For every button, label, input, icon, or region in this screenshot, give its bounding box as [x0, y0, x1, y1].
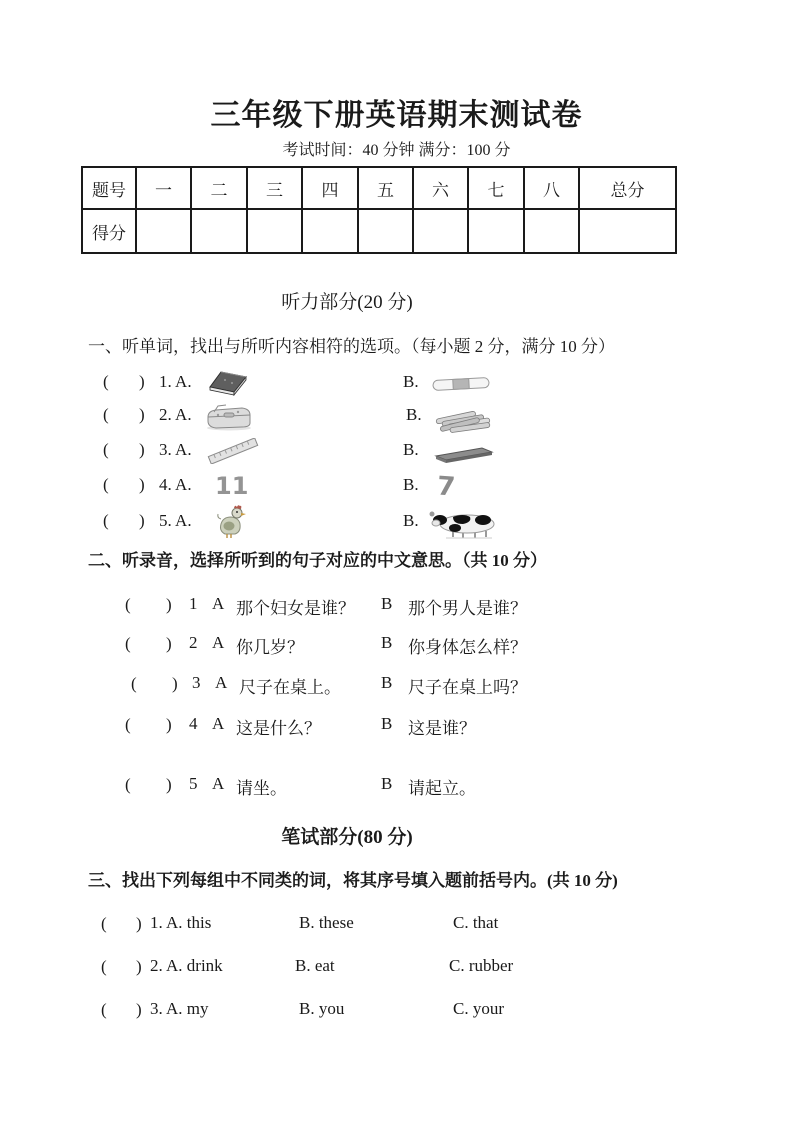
answer-paren-close: ) — [166, 634, 172, 653]
score-empty-cell — [413, 209, 468, 253]
score-empty-cell — [302, 209, 358, 253]
option-b-text: 请起立。 — [408, 779, 476, 798]
answer-paren-open: ( — [101, 1000, 107, 1019]
answer-paren-open: ( — [103, 511, 109, 530]
option-b-label: B — [381, 594, 393, 613]
answer-paren-close: ) — [139, 405, 145, 424]
option-b-label: B — [381, 633, 393, 652]
listening2-q5-row — [0, 772, 793, 806]
option-a-label: A — [212, 594, 225, 613]
answer-paren-close: ) — [139, 475, 145, 494]
option-a-text: 那个妇女是谁？ — [236, 599, 355, 618]
listening2-q1-row — [0, 592, 793, 626]
score-empty-cell — [358, 209, 413, 253]
question-number: 5 — [189, 774, 198, 793]
question-number: 4 — [189, 714, 198, 733]
written-q1-row — [0, 911, 793, 945]
score-empty-cell — [468, 209, 524, 253]
option-a-text: 请坐。 — [236, 779, 287, 798]
answer-paren-open: ( — [125, 634, 131, 653]
answer-paren-open: ( — [125, 595, 131, 614]
option-b-text: 这是谁？ — [408, 719, 476, 738]
score-empty-cell — [524, 209, 579, 253]
option-c-text: C. that — [453, 913, 499, 932]
written-q2-row — [0, 954, 793, 988]
option-a-text: 这是什么？ — [236, 719, 321, 738]
section1-heading: 一、听单词，找出与所听内容相符的选项。（每小题 2 分，满分 10 分） — [88, 337, 615, 356]
score-header-cell: 六 — [413, 167, 468, 209]
cow-icon — [424, 507, 502, 539]
option-b-label: B — [381, 714, 393, 733]
answer-paren-close: ) — [172, 674, 178, 693]
answer-paren-open: ( — [103, 440, 109, 459]
book-icon — [207, 370, 249, 396]
score-header-cell: 二 — [191, 167, 247, 209]
option-b-text: 你身体怎么样？ — [408, 638, 527, 657]
number-seven-image: 7 — [435, 471, 457, 503]
score-header-cell: 三 — [247, 167, 302, 209]
option-c-text: C. your — [453, 999, 504, 1018]
option-b-label: B. — [406, 405, 422, 424]
score-table-value-row — [82, 209, 676, 253]
answer-paren-open: ( — [125, 775, 131, 794]
pencil-case-icon — [204, 402, 254, 432]
option-b-text: B. eat — [295, 956, 335, 975]
option-a-text: 你几岁？ — [236, 638, 304, 657]
score-table-header-row — [82, 167, 676, 209]
page-title: 三年级下册英语期末测试卷 — [210, 99, 583, 132]
question-number: 3. — [150, 999, 163, 1018]
score-header-cell: 四 — [302, 167, 358, 209]
answer-paren-close: ) — [139, 440, 145, 459]
option-a-label: 2. A. — [159, 405, 192, 424]
answer-paren-close: ) — [136, 914, 142, 933]
option-a-label: A — [212, 774, 225, 793]
answer-paren-open: ( — [103, 405, 109, 424]
question-number: 2 — [189, 633, 198, 652]
answer-paren-open: ( — [101, 914, 107, 933]
question-number: 2. — [150, 956, 163, 975]
option-b-label: B — [381, 774, 393, 793]
option-a-text: A. my — [166, 999, 209, 1018]
option-a-label: A — [215, 673, 228, 692]
answer-paren-close: ) — [136, 1000, 142, 1019]
listening-q2-row — [0, 402, 793, 436]
answer-paren-open: ( — [103, 372, 109, 391]
option-a-label: 1. A. — [159, 372, 192, 391]
pencil-box-icon — [432, 446, 494, 464]
listening-q3-row — [0, 437, 793, 471]
exam-info-line: 考试时间：40 分钟 满分：100 分 — [282, 142, 511, 159]
answer-paren-close: ) — [139, 511, 145, 530]
listening-part-title: 听力部分(20 分) — [281, 292, 413, 313]
score-table — [81, 166, 677, 254]
option-a-label: A — [212, 633, 225, 652]
option-a-label: 4. A. — [159, 475, 192, 494]
option-a-label: 3. A. — [159, 440, 192, 459]
option-a-text: A. drink — [166, 956, 223, 975]
written-q3-row — [0, 997, 793, 1031]
option-b-label: B. — [403, 511, 419, 530]
option-a-label: 5. A. — [159, 511, 192, 530]
option-b-text: 那个男人是谁？ — [408, 599, 527, 618]
score-header-cell: 题号 — [82, 167, 136, 209]
crayons-icon — [430, 409, 494, 433]
option-c-text: C. rubber — [449, 956, 514, 975]
score-header-cell: 八 — [524, 167, 579, 209]
listening2-q2-row — [0, 631, 793, 665]
option-a-text: 尺子在桌上。 — [239, 678, 341, 697]
score-empty-cell — [191, 209, 247, 253]
ruler-icon — [206, 438, 260, 464]
answer-paren-close: ) — [139, 372, 145, 391]
option-b-label: B — [381, 673, 393, 692]
listening-q4-row — [0, 472, 793, 506]
score-header-cell: 总分 — [579, 167, 676, 209]
option-a-label: A — [212, 714, 225, 733]
score-row-label: 得分 — [82, 209, 136, 253]
score-header-cell: 一 — [136, 167, 191, 209]
score-header-cell: 五 — [358, 167, 413, 209]
listening2-q4-row — [0, 712, 793, 746]
answer-paren-close: ) — [166, 715, 172, 734]
score-header-cell: 七 — [468, 167, 524, 209]
option-a-text: A. this — [166, 913, 212, 932]
option-b-text: B. you — [299, 999, 345, 1018]
score-empty-cell — [579, 209, 676, 253]
option-b-label: B. — [403, 372, 419, 391]
eraser-icon — [431, 375, 491, 393]
option-b-text: 尺子在桌上吗？ — [408, 678, 527, 697]
answer-paren-close: ) — [136, 957, 142, 976]
hen-icon — [216, 503, 250, 539]
section3-heading: 三、找出下列每组中不同类的词，将其序号填入题前括号内。(共 10 分) — [88, 871, 618, 890]
listening-q5-row — [0, 503, 793, 541]
section2-heading: 二、听录音，选择所听到的句子对应的中文意思。（共 10 分） — [88, 551, 547, 570]
option-b-label: B. — [403, 475, 419, 494]
option-b-text: B. these — [299, 913, 354, 932]
listening-q1-row — [0, 369, 793, 403]
answer-paren-open: ( — [101, 957, 107, 976]
score-empty-cell — [247, 209, 302, 253]
number-eleven-image: 11 — [215, 472, 249, 500]
question-number: 1. — [150, 913, 163, 932]
answer-paren-close: ) — [166, 595, 172, 614]
written-part-title: 笔试部分(80 分) — [281, 827, 413, 848]
answer-paren-open: ( — [125, 715, 131, 734]
question-number: 3 — [192, 673, 201, 692]
listening2-q3-row — [0, 671, 793, 705]
answer-paren-close: ) — [166, 775, 172, 794]
option-b-label: B. — [403, 440, 419, 459]
answer-paren-open: ( — [131, 674, 137, 693]
answer-paren-open: ( — [103, 475, 109, 494]
question-number: 1 — [189, 594, 198, 613]
score-empty-cell — [136, 209, 191, 253]
